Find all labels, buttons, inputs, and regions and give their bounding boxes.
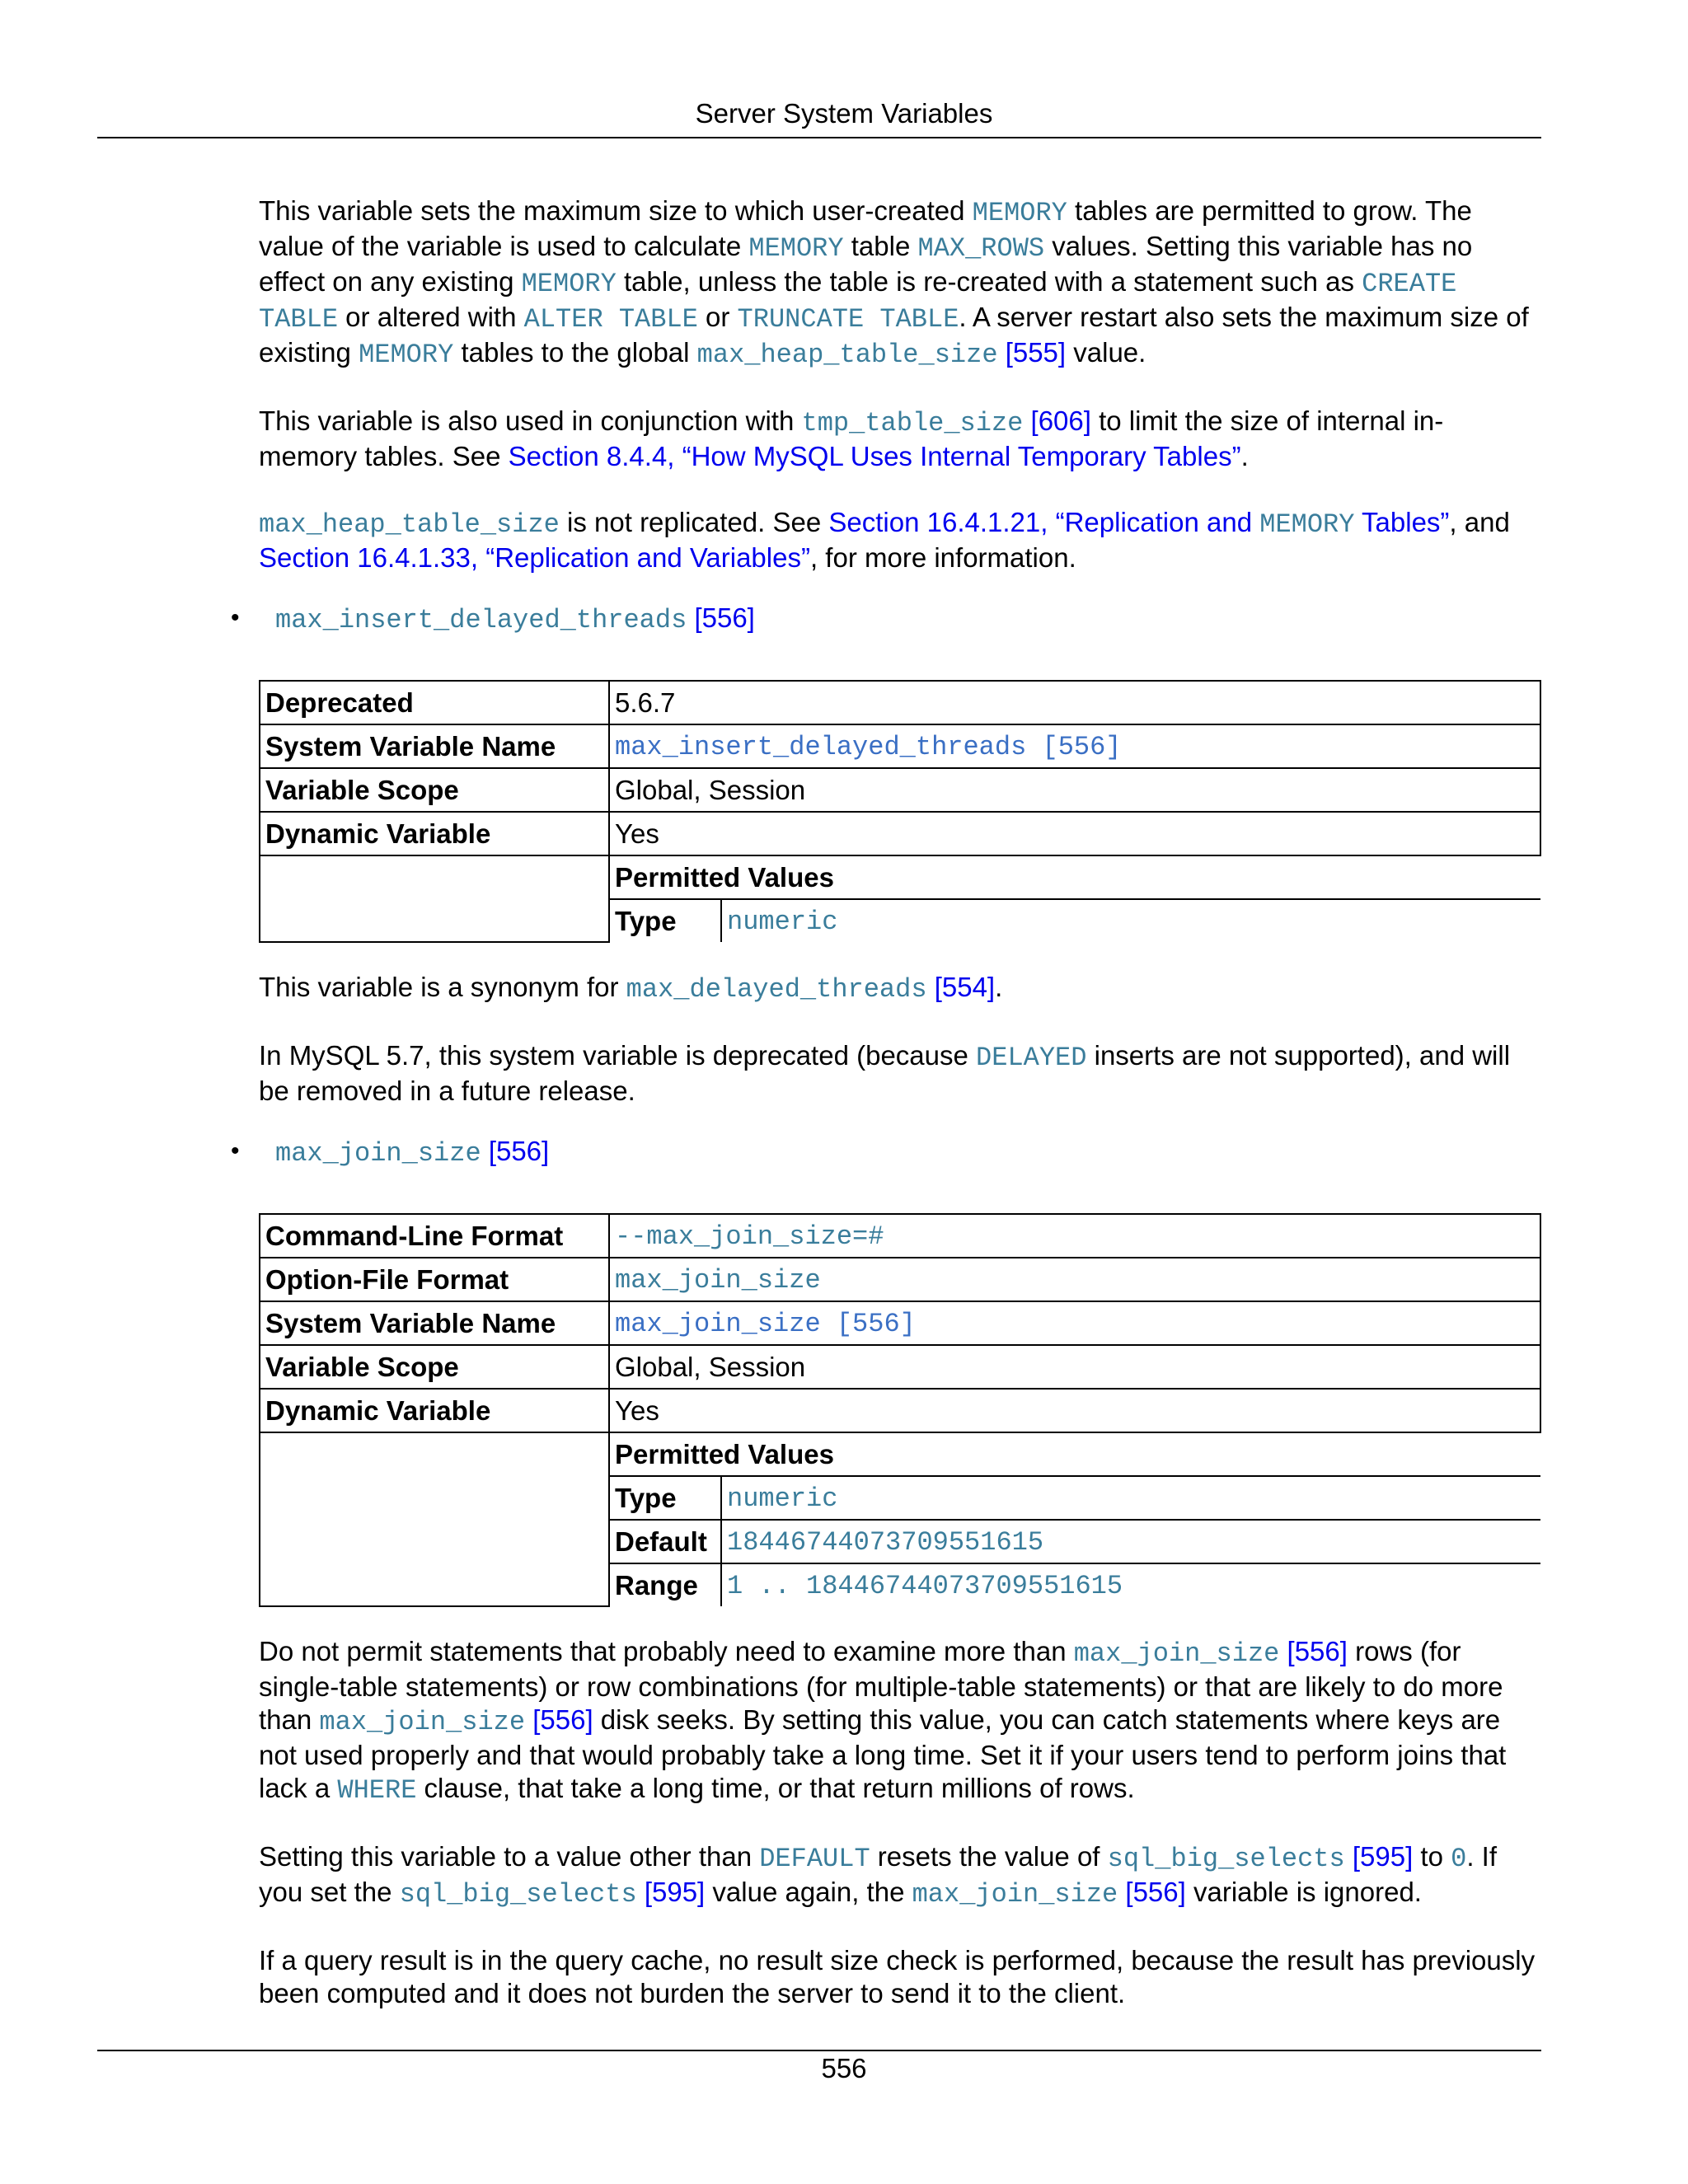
default-label: Default <box>610 1520 721 1563</box>
var2-paragraph-3 <box>259 1944 1541 2010</box>
text: disk seeks. By setting this value, you can catch statements where keys are not used properly and that would probably take a long time. Set it if your users tend to perform joins that lack a <box>259 1704 1507 1803</box>
table-row <box>610 1476 1540 1520</box>
text: variable is ignored. <box>1185 1877 1422 1907</box>
link-max-join-size[interactable]: max_join_size <box>319 1707 526 1737</box>
permitted-values-table <box>610 1433 1540 1606</box>
scope-label: Variable Scope <box>260 1345 609 1389</box>
bullet-dot: • <box>231 1137 240 1165</box>
empty-cell <box>260 1432 609 1606</box>
link-ref-556[interactable]: [556] <box>488 1136 550 1166</box>
text: This variable sets the maximum size to which user-created <box>259 195 973 226</box>
link-ref-606[interactable]: [606] <box>1030 405 1091 436</box>
link-max-heap-table-size[interactable]: max_heap_table_size <box>259 509 560 540</box>
code-where: WHERE <box>337 1775 417 1806</box>
intro-paragraph-3 <box>259 506 1541 574</box>
table-row <box>610 1563 1540 1606</box>
table-row <box>610 856 1540 899</box>
link-tmp-table-size[interactable]: tmp_table_size <box>801 408 1024 438</box>
dynamic-label: Dynamic Variable <box>260 1389 609 1432</box>
scope-value: Global, Session <box>609 1345 1540 1389</box>
bullet-dot: • <box>231 604 240 631</box>
table-row <box>260 855 1540 942</box>
type-value <box>721 1476 1540 1520</box>
type-label: Type <box>610 899 721 942</box>
sysvar-link[interactable]: max_insert_delayed_threads [556] <box>615 732 1122 762</box>
range-label: Range <box>610 1563 721 1606</box>
link-max-insert-delayed-threads[interactable]: max_insert_delayed_threads <box>275 605 687 635</box>
code-memory: MEMORY <box>972 198 1067 228</box>
code-delayed: DELAYED <box>976 1043 1087 1073</box>
table-row <box>260 681 1540 724</box>
link-section-16-4-1-33[interactable]: Section 16.4.1.33, “Replication and Variables” <box>259 542 810 573</box>
code-zero: 0 <box>1451 1844 1467 1874</box>
text <box>525 1704 532 1735</box>
text: If a query result is in the query cache, no result size check is performed, because the result has previously been computed and it does not burden the server to send it to the client. <box>259 1945 1536 2008</box>
table-row <box>260 1389 1540 1432</box>
sysvar-value[interactable] <box>609 1301 1540 1345</box>
sysvar-label: System Variable Name <box>260 724 609 768</box>
text <box>637 1877 645 1907</box>
text: . A server restart also sets the maximum size of existing <box>259 302 1529 368</box>
optfile-code: max_join_size <box>615 1265 821 1296</box>
table-row <box>260 1258 1540 1301</box>
page-content <box>231 194 1541 2010</box>
link-max-join-size[interactable]: max_join_size <box>912 1879 1118 1910</box>
var1-paragraph-2 <box>259 1039 1541 1108</box>
scope-value: Global, Session <box>609 768 1540 812</box>
bullet-max-join-size <box>231 1135 1541 1170</box>
range-code: 1 .. 18446744073709551615 <box>727 1571 1123 1601</box>
table-row <box>260 768 1540 812</box>
dynamic-value: Yes <box>609 812 1540 855</box>
footer-rule <box>97 2050 1541 2051</box>
text <box>1345 1841 1353 1872</box>
text: value again, the <box>705 1877 912 1907</box>
cmdline-value <box>609 1214 1540 1258</box>
text: tables to the global <box>453 337 697 368</box>
var2-paragraph-2 <box>259 1840 1541 1911</box>
text: table, unless the table is re-created with a statement such as <box>616 266 1362 297</box>
text: In MySQL 5.7, this system variable is deprecated (because <box>259 1040 977 1071</box>
text: or altered with <box>338 302 524 332</box>
code-create-table: CREATE TABLE <box>259 269 1457 335</box>
link-ref-554[interactable]: [554] <box>934 972 996 1002</box>
link-ref-556[interactable]: [556] <box>1287 1636 1348 1666</box>
code-memory[interactable]: MEMORY <box>1259 509 1355 540</box>
text <box>998 337 1006 368</box>
type-label: Type <box>610 1476 721 1520</box>
code-max-rows: MAX_ROWS <box>917 233 1045 264</box>
type-value <box>721 899 1540 942</box>
bullet-max-insert-delayed-threads <box>231 602 1541 637</box>
link-ref-595[interactable]: [595] <box>1352 1841 1414 1872</box>
link-sql-big-selects[interactable]: sql_big_selects <box>1107 1844 1345 1874</box>
link-section-16-4-1-21[interactable]: Section 16.4.1.21, “Replication and <box>828 507 1260 537</box>
type-code: numeric <box>727 1483 838 1514</box>
table-row <box>610 899 1540 942</box>
text: rows (for single-table statements) or row combinations (for multiple-table statements) or that are likely to do more than <box>259 1636 1503 1735</box>
default-value <box>721 1520 1540 1563</box>
page-number: 556 <box>821 2053 867 2083</box>
link-max-join-size[interactable]: max_join_size <box>1073 1638 1280 1669</box>
text: This variable is also used in conjunction with <box>259 405 802 436</box>
var2-paragraph-1 <box>259 1635 1541 1807</box>
table-row <box>260 1214 1540 1258</box>
text: . If you set the <box>259 1841 1498 1907</box>
optfile-value <box>609 1258 1540 1301</box>
sysvar-value[interactable] <box>609 724 1540 768</box>
table-row <box>260 812 1540 855</box>
link-ref-556[interactable]: [556] <box>1125 1877 1186 1907</box>
text: table <box>843 231 918 261</box>
text: to limit the size of internal in-memory tables. See <box>259 405 1444 471</box>
link-ref-556[interactable]: [556] <box>694 602 755 633</box>
permitted-values-label: Permitted Values <box>610 856 1540 899</box>
dynamic-value: Yes <box>609 1389 1540 1432</box>
sysvar-link[interactable]: max_join_size [556] <box>615 1309 916 1339</box>
table-row <box>260 1432 1540 1606</box>
text: Do not permit statements that probably need to examine more than <box>259 1636 1074 1666</box>
link-section-16-4-1-21-tail[interactable]: Tables” <box>1354 507 1450 537</box>
code-alter-table: ALTER TABLE <box>523 304 698 335</box>
sysvar-label: System Variable Name <box>260 1301 609 1345</box>
permitted-values-label: Permitted Values <box>610 1433 1540 1476</box>
text <box>1023 405 1030 436</box>
link-ref-595[interactable]: [595] <box>644 1877 706 1907</box>
link-max-join-size[interactable]: max_join_size <box>275 1138 481 1169</box>
text <box>1279 1636 1287 1666</box>
link-ref-555[interactable]: [555] <box>1005 337 1067 368</box>
text: . <box>995 972 1003 1002</box>
range-value <box>721 1563 1540 1606</box>
page-header: Server System Variables <box>695 98 993 129</box>
deprecated-label: Deprecated <box>260 681 609 724</box>
text: clause, that take a long time, or that return millions of rows. <box>416 1773 1135 1803</box>
cmdline-label: Command-Line Format <box>260 1214 609 1258</box>
text: is not replicated. See <box>559 507 829 537</box>
link-max-delayed-threads[interactable]: max_delayed_threads <box>626 974 927 1005</box>
text: Setting this variable to a value other than <box>259 1841 760 1872</box>
optfile-label: Option-File Format <box>260 1258 609 1301</box>
text: to <box>1413 1841 1451 1872</box>
type-code: numeric <box>727 907 838 937</box>
permitted-values <box>609 855 1540 942</box>
link-sql-big-selects[interactable]: sql_big_selects <box>399 1879 637 1910</box>
max-join-size-table <box>259 1213 1541 1607</box>
dynamic-label: Dynamic Variable <box>260 812 609 855</box>
code-memory: MEMORY <box>748 233 844 264</box>
permitted-values <box>609 1432 1540 1606</box>
code-memory: MEMORY <box>521 269 617 299</box>
text: tables are permitted to grow. The value of the variable is used to calculate <box>259 195 1472 261</box>
table-row <box>260 1301 1540 1345</box>
cmdline-code: --max_join_size=# <box>615 1221 884 1252</box>
text: value. <box>1066 337 1146 368</box>
link-ref-556[interactable]: [556] <box>532 1704 593 1735</box>
intro-paragraph-1 <box>259 194 1541 372</box>
max-insert-delayed-threads-table <box>259 680 1541 943</box>
link-max-heap-table-size[interactable]: max_heap_table_size <box>696 340 998 370</box>
text: or <box>697 302 738 332</box>
var1-paragraph-1 <box>259 971 1541 1006</box>
table-row <box>260 724 1540 768</box>
text <box>927 972 935 1002</box>
empty-cell <box>260 855 609 942</box>
header-rule <box>97 137 1541 138</box>
deprecated-value: 5.6.7 <box>609 681 1540 724</box>
scope-label: Variable Scope <box>260 768 609 812</box>
text: , for more information. <box>809 542 1076 573</box>
text: , and <box>1449 507 1510 537</box>
text: . <box>1240 441 1249 471</box>
text: resets the value of <box>870 1841 1108 1872</box>
text: This variable is a synonym for <box>259 972 626 1002</box>
text: values. Setting this variable has no effect on any existing <box>259 231 1473 297</box>
intro-paragraph-2 <box>259 405 1541 473</box>
text: inserts are not supported), and will be removed in a future release. <box>259 1040 1511 1106</box>
default-code: 18446744073709551615 <box>727 1527 1044 1558</box>
code-default: DEFAULT <box>759 1844 870 1874</box>
code-truncate-table: TRUNCATE TABLE <box>737 304 959 335</box>
link-section-8-4-4[interactable]: Section 8.4.4, “How MySQL Uses Internal Temporary Tables” <box>508 441 1241 471</box>
table-row <box>610 1520 1540 1563</box>
permitted-values-table <box>610 856 1540 942</box>
table-row <box>610 1433 1540 1476</box>
code-memory: MEMORY <box>359 340 454 370</box>
table-row <box>260 1345 1540 1389</box>
